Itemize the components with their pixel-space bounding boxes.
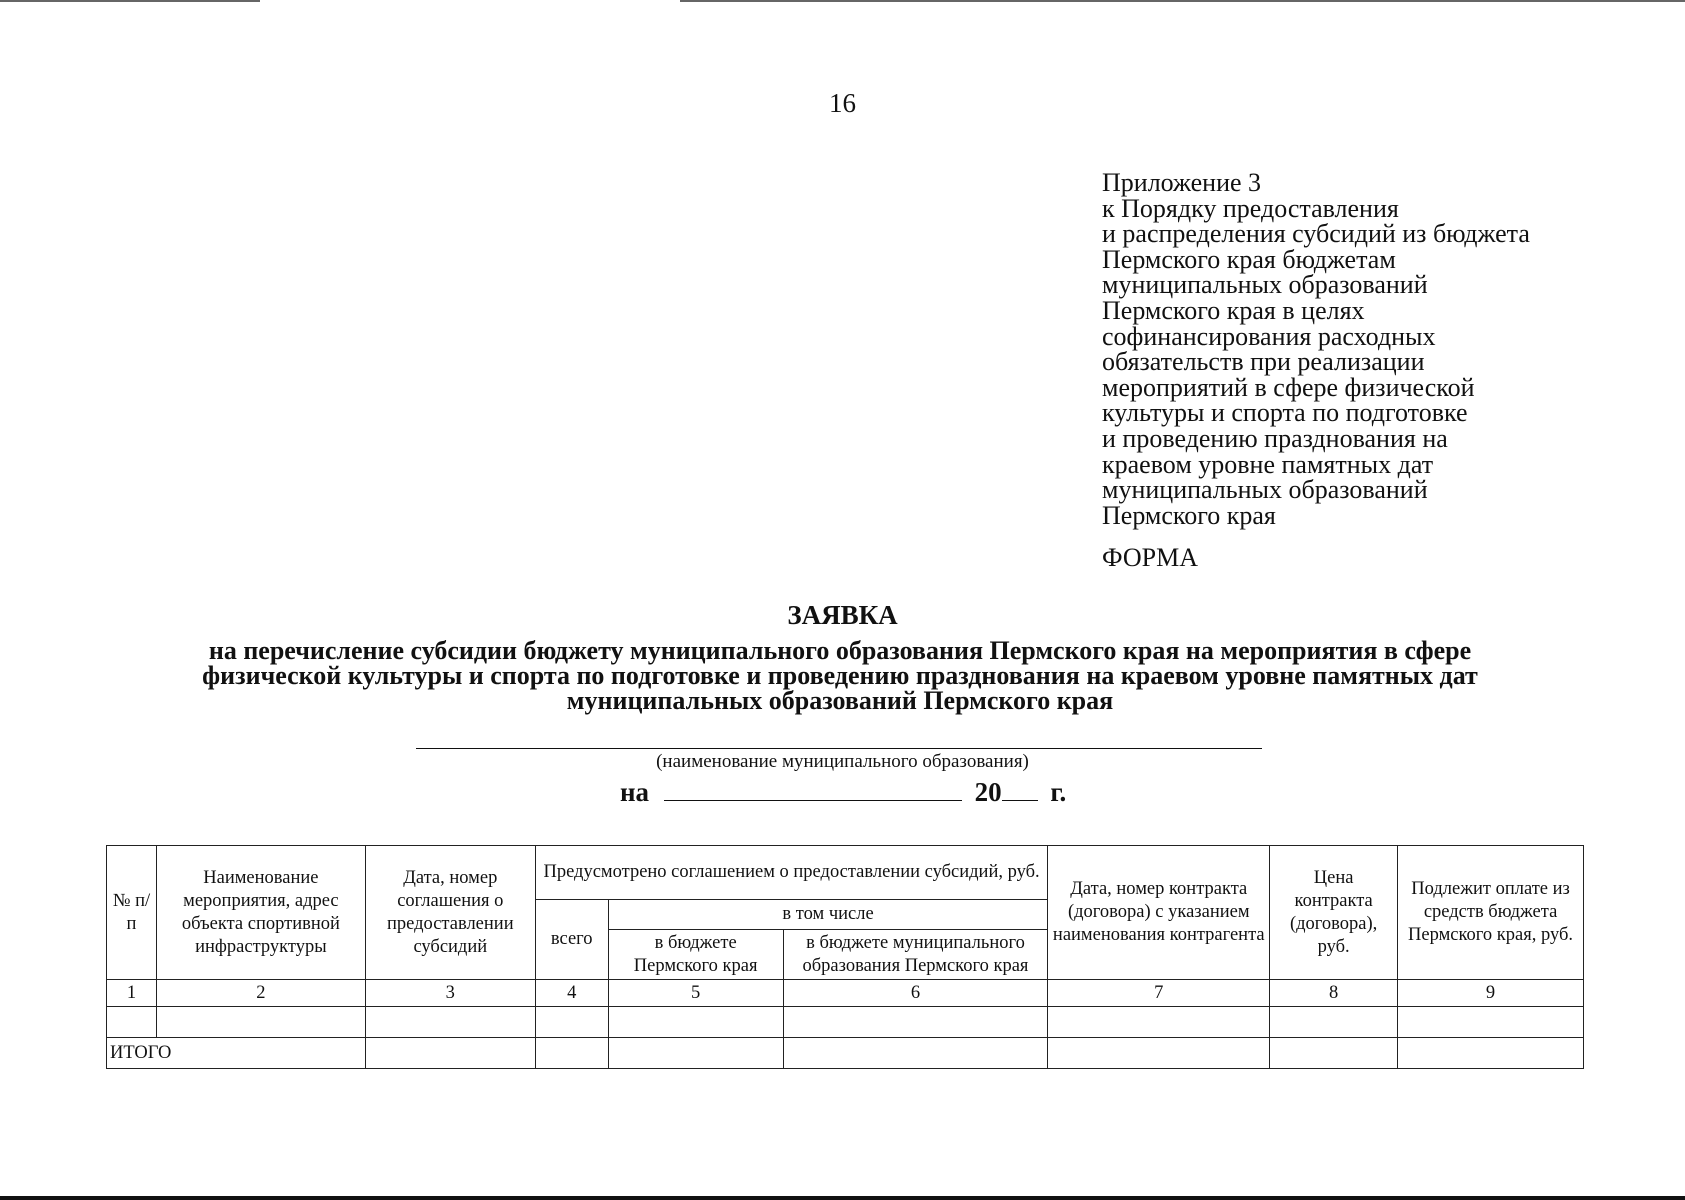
table-cell[interactable] [1270,1038,1398,1069]
column-number: 5 [608,980,783,1007]
appendix-line: мероприятий в сфере физической [1102,372,1475,402]
appendix-line: муниципальных образований [1102,270,1428,300]
column-number: 1 [107,980,157,1007]
column-number: 3 [365,980,535,1007]
document-subtitle [100,638,1580,713]
table-cell[interactable] [156,1007,365,1038]
table-cell[interactable] [535,1007,608,1038]
header-total: всего [535,900,608,980]
header-municipal-budget: в бюджете муниципального образования Пермского края [783,930,1048,980]
document-title: ЗАЯВКА [787,600,898,630]
header-payable: Подлежит оплате из средств бюджета Пермского края, руб. [1398,846,1584,980]
appendix-line: софинансирования расходных [1102,321,1436,351]
scan-edge-mark [680,0,1685,2]
appendix-line: краевом уровне памятных дат [1102,449,1434,479]
table-cell[interactable] [365,1007,535,1038]
period-year: 20 [974,777,1002,807]
header-agreement: Дата, номер соглашения о предоставлении субсидий [365,846,535,980]
request-table [106,845,1584,1069]
period-prefix: на [620,777,650,807]
appendix-line: обязательств при реализации [1102,347,1425,377]
appendix-line: Пермского края [1102,500,1276,530]
period-date-blank[interactable] [664,780,962,801]
table-row [107,1007,1584,1038]
column-number: 4 [535,980,608,1007]
header-regional-budget: в бюджете Пермского края [608,930,783,980]
header-provided-group: Предусмотрено соглашением о предоставлении субсидий, руб. [535,846,1048,900]
appendix-line: и проведению празднования на [1102,423,1448,453]
table-cell[interactable] [608,1007,783,1038]
column-number: 7 [1048,980,1270,1007]
table-cell[interactable] [107,1007,157,1038]
appendix-block [1102,170,1622,528]
table-cell[interactable] [1398,1038,1584,1069]
column-number: 6 [783,980,1048,1007]
column-number: 9 [1398,980,1584,1007]
municipality-name-caption: (наименование муниципального образования) [656,751,1029,772]
appendix-line: Пермского края бюджетам [1102,244,1396,274]
table-cell[interactable] [1270,1007,1398,1038]
table-cell[interactable] [535,1038,608,1069]
form-label: ФОРМА [1102,543,1198,572]
appendix-line: Приложение 3 [1102,168,1262,197]
header-contract: Дата, номер контракта (договора) с указанием наименования контрагента [1048,846,1270,980]
table-cell[interactable] [1048,1007,1270,1038]
appendix-line: культуры и спорта по подготовке [1102,398,1468,428]
header-price: Цена контракта (договора), руб. [1270,846,1398,980]
subtitle-line: физической культуры и спорта по подготовке и проведению празднования на краевом уровне памятных дат [202,661,1478,690]
total-row [107,1038,1584,1069]
table-cell[interactable] [608,1038,783,1069]
period-suffix: г. [1050,777,1067,807]
column-number: 8 [1270,980,1398,1007]
scan-bottom-edge [0,1196,1685,1200]
appendix-line: муниципальных образований [1102,475,1428,505]
municipality-name-blank[interactable] [416,748,1262,749]
table-cell[interactable] [783,1038,1048,1069]
table-cell[interactable] [1048,1038,1270,1069]
header-num: № п/п [107,846,157,980]
column-number: 2 [156,980,365,1007]
total-label: ИТОГО [107,1038,366,1069]
subtitle-line: на перечисление субсидии бюджету муниципального образования Пермского края на мероприятия в сфере [208,636,1472,665]
period-year-blank[interactable] [1002,780,1038,801]
subtitle-line: муниципальных образований Пермского края [566,686,1114,715]
header-including: в том числе [608,900,1048,930]
page-number: 16 [829,88,856,118]
appendix-line: и распределения субсидий из бюджета [1102,219,1530,249]
header-event-name: Наименование мероприятия, адрес объекта спортивной инфраструктуры [156,846,365,980]
scan-edge-mark [0,0,260,2]
appendix-line: Пермского края в целях [1102,295,1365,325]
appendix-line: к Порядку предоставления [1102,193,1399,223]
table-cell[interactable] [365,1038,535,1069]
period-line [620,777,1066,808]
table-cell[interactable] [783,1007,1048,1038]
table-cell[interactable] [1398,1007,1584,1038]
